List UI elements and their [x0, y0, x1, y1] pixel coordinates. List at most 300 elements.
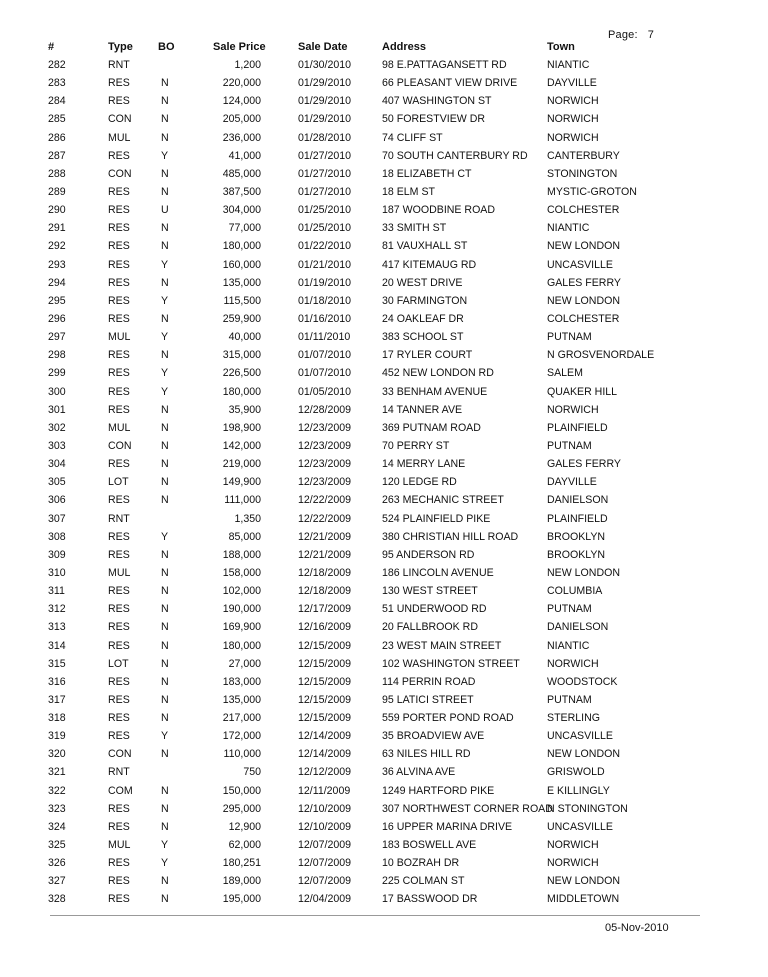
cell-sale-price: 180,000 — [222, 240, 261, 253]
cell-sale-date: 01/07/2010 — [298, 367, 352, 380]
cell-sale-price: 189,000 — [222, 875, 261, 888]
cell-type: RES — [108, 403, 130, 416]
cell-sale-price: 85,000 — [228, 530, 261, 543]
cell-address: 407 WASHINGTON ST — [382, 95, 492, 108]
cell-bo: N — [161, 693, 169, 706]
table-row — [0, 530, 768, 548]
cell-sale-date: 12/23/2009 — [298, 421, 352, 434]
cell-address: 263 MECHANIC STREET — [382, 494, 504, 507]
cell-sale-price: 180,000 — [222, 639, 261, 652]
cell-sale-price: 110,000 — [223, 748, 261, 761]
cell-sale-price: 124,000 — [222, 95, 261, 108]
column-header-bo: BO — [158, 41, 175, 53]
cell-town: GALES FERRY — [547, 458, 621, 471]
cell-sale-date: 01/16/2010 — [298, 312, 352, 325]
cell-bo: N — [161, 566, 169, 579]
cell-bo: Y — [161, 294, 169, 307]
cell-town: NIANTIC — [547, 639, 590, 652]
cell-type: MUL — [108, 566, 131, 579]
cell-address: 20 WEST DRIVE — [382, 276, 463, 289]
cell-number: 319 — [48, 730, 66, 743]
cell-bo: N — [161, 95, 169, 108]
cell-sale-price: 41,000 — [228, 149, 261, 162]
cell-sale-date: 01/29/2010 — [298, 77, 352, 90]
cell-sale-price: 387,500 — [222, 185, 261, 198]
cell-sale-price: 115,500 — [223, 294, 261, 307]
cell-town: WOODSTOCK — [547, 675, 618, 688]
cell-town: BROOKLYN — [547, 548, 606, 561]
cell-town: CANTERBURY — [547, 149, 620, 162]
cell-number: 314 — [48, 639, 66, 652]
cell-number: 308 — [48, 530, 66, 543]
cell-number: 311 — [48, 585, 65, 598]
cell-address: 452 NEW LONDON RD — [382, 367, 494, 380]
cell-sale-date: 12/15/2009 — [298, 639, 352, 652]
cell-number: 282 — [48, 59, 66, 71]
cell-sale-price: 236,000 — [222, 131, 261, 144]
cell-number: 318 — [48, 712, 66, 725]
cell-sale-date: 12/14/2009 — [298, 748, 352, 761]
cell-type: RES — [108, 204, 130, 217]
cell-bo: Y — [161, 258, 169, 271]
cell-sale-price: 172,000 — [222, 730, 261, 743]
cell-address: 33 BENHAM AVENUE — [382, 385, 488, 398]
cell-address: 10 BOZRAH DR — [382, 857, 460, 870]
table-row — [0, 167, 768, 185]
cell-sale-date: 12/21/2009 — [298, 530, 352, 543]
cell-bo: N — [161, 113, 169, 126]
table-row — [0, 639, 768, 657]
cell-bo: N — [161, 748, 169, 761]
cell-number: 287 — [48, 149, 66, 162]
cell-town: NORWICH — [547, 657, 599, 670]
cell-type: RES — [108, 675, 130, 688]
cell-number: 298 — [48, 349, 66, 362]
cell-type: COM — [108, 784, 133, 797]
cell-number: 300 — [48, 385, 66, 398]
cell-number: 306 — [48, 494, 66, 507]
cell-sale-date: 12/17/2009 — [298, 603, 352, 616]
cell-town: PUTNAM — [547, 693, 592, 706]
table-row — [0, 512, 768, 530]
cell-type: RES — [108, 385, 130, 398]
cell-number: 309 — [48, 548, 66, 561]
cell-address: 95 LATICI STREET — [382, 693, 474, 706]
cell-type: RES — [108, 240, 130, 253]
cell-bo: N — [161, 675, 169, 688]
table-row — [0, 475, 768, 493]
cell-address: 98 E.PATTAGANSETT RD — [382, 59, 507, 71]
cell-bo: N — [161, 439, 169, 452]
cell-address: 120 LEDGE RD — [382, 476, 457, 489]
cell-sale-date: 12/21/2009 — [298, 548, 352, 561]
cell-type: MUL — [108, 131, 131, 144]
cell-town: SALEM — [547, 367, 583, 380]
cell-address: 186 LINCOLN AVENUE — [382, 566, 494, 579]
cell-sale-date: 12/07/2009 — [298, 875, 352, 888]
cell-sale-price: 226,500 — [222, 367, 261, 380]
cell-town: NIANTIC — [547, 222, 590, 235]
cell-sale-date: 01/28/2010 — [298, 131, 352, 144]
cell-bo: N — [161, 603, 169, 616]
cell-address: 95 ANDERSON RD — [382, 548, 475, 561]
cell-address: 130 WEST STREET — [382, 585, 478, 598]
cell-number: 304 — [48, 458, 66, 471]
cell-town: GALES FERRY — [547, 276, 621, 289]
cell-bo: Y — [161, 149, 169, 162]
cell-bo: N — [161, 185, 169, 198]
cell-type: RES — [108, 349, 130, 362]
table-row — [0, 457, 768, 475]
cell-address: 225 COLMAN ST — [382, 875, 465, 888]
cell-town: N STONINGTON — [547, 802, 628, 815]
cell-sale-price: 217,000 — [222, 712, 261, 725]
footer-divider — [50, 915, 700, 916]
cell-address: 50 FORESTVIEW DR — [382, 113, 486, 126]
cell-type: RES — [108, 693, 130, 706]
table-row — [0, 312, 768, 330]
cell-sale-price: 198,900 — [222, 421, 261, 434]
cell-sale-price: 183,000 — [222, 675, 261, 688]
cell-number: 323 — [48, 802, 66, 815]
cell-sale-date: 12/07/2009 — [298, 857, 352, 870]
cell-type: RNT — [108, 766, 130, 779]
cell-type: RES — [108, 530, 130, 543]
cell-type: RES — [108, 294, 130, 307]
cell-number: 328 — [48, 893, 66, 906]
cell-bo: U — [161, 204, 169, 217]
cell-town: PUTNAM — [547, 439, 592, 452]
cell-sale-date: 01/11/2010 — [298, 331, 351, 344]
cell-sale-date: 12/14/2009 — [298, 730, 352, 743]
cell-sale-price: 180,251 — [222, 857, 261, 870]
cell-sale-date: 01/22/2010 — [298, 240, 352, 253]
cell-sale-price: 158,000 — [222, 566, 261, 579]
cell-bo: N — [161, 349, 169, 362]
cell-number: 317 — [48, 693, 66, 706]
cell-sale-price: 219,000 — [222, 458, 261, 471]
cell-sale-date: 01/27/2010 — [298, 185, 352, 198]
cell-sale-date: 12/23/2009 — [298, 458, 352, 471]
cell-town: COLCHESTER — [547, 204, 620, 217]
cell-bo: N — [161, 476, 169, 489]
cell-sale-date: 12/28/2009 — [298, 403, 352, 416]
cell-sale-price: 1,200 — [234, 59, 261, 71]
table-row — [0, 620, 768, 638]
cell-type: RES — [108, 639, 130, 652]
table-row — [0, 348, 768, 366]
cell-town: PLAINFIELD — [547, 421, 608, 434]
cell-type: CON — [108, 167, 132, 180]
cell-sale-date: 12/10/2009 — [298, 820, 352, 833]
footer-date: 05-Nov-2010 — [605, 922, 669, 934]
cell-number: 299 — [48, 367, 66, 380]
cell-sale-date: 12/22/2009 — [298, 512, 352, 525]
cell-type: CON — [108, 748, 132, 761]
cell-number: 295 — [48, 294, 66, 307]
table-row — [0, 584, 768, 602]
cell-number: 286 — [48, 131, 66, 144]
cell-number: 321 — [48, 766, 66, 779]
cell-sale-price: 35,900 — [228, 403, 261, 416]
cell-sale-price: 188,000 — [222, 548, 261, 561]
cell-type: RES — [108, 222, 130, 235]
cell-number: 320 — [48, 748, 66, 761]
cell-town: QUAKER HILL — [547, 385, 618, 398]
cell-sale-price: 102,000 — [222, 585, 261, 598]
cell-address: 380 CHRISTIAN HILL ROAD — [382, 530, 519, 543]
cell-town: PUTNAM — [547, 331, 592, 344]
cell-sale-price: 485,000 — [222, 167, 261, 180]
table-row — [0, 747, 768, 765]
cell-bo: Y — [161, 730, 169, 743]
column-header-type: Type — [108, 41, 133, 53]
cell-town: BROOKLYN — [547, 530, 606, 543]
cell-number: 327 — [48, 875, 66, 888]
column-header-number: # — [48, 41, 55, 53]
cell-number: 292 — [48, 240, 66, 253]
table-row — [0, 874, 768, 892]
cell-town: GRISWOLD — [547, 766, 605, 779]
cell-sale-price: 750 — [243, 766, 261, 779]
table-row — [0, 258, 768, 276]
cell-address: 369 PUTNAM ROAD — [382, 421, 481, 434]
table-row — [0, 693, 768, 711]
cell-address: 187 WOODBINE ROAD — [382, 204, 496, 217]
table-row — [0, 548, 768, 566]
cell-address: 183 BOSWELL AVE — [382, 839, 477, 852]
cell-bo: N — [161, 131, 169, 144]
cell-address: 17 RYLER COURT — [382, 349, 473, 362]
cell-type: RES — [108, 312, 130, 325]
cell-town: NORWICH — [547, 403, 599, 416]
cell-type: RES — [108, 621, 130, 634]
cell-bo: N — [161, 585, 169, 598]
cell-town: PUTNAM — [547, 603, 592, 616]
table-row — [0, 239, 768, 257]
cell-sale-date: 01/19/2010 — [298, 276, 352, 289]
cell-address: 63 NILES HILL RD — [382, 748, 471, 761]
cell-address: 17 BASSWOOD DR — [382, 893, 478, 906]
cell-sale-price: 259,900 — [222, 312, 261, 325]
cell-town: UNCASVILLE — [547, 258, 613, 271]
cell-type: RES — [108, 548, 130, 561]
table-row — [0, 421, 768, 439]
cell-number: 301 — [48, 403, 66, 416]
table-row — [0, 58, 768, 76]
cell-bo: N — [161, 657, 169, 670]
cell-bo: N — [161, 712, 169, 725]
cell-bo: N — [161, 621, 169, 634]
cell-sale-price: 142,000 — [222, 439, 261, 452]
cell-number: 285 — [48, 113, 66, 126]
column-header-address: Address — [382, 41, 427, 53]
cell-type: RES — [108, 494, 130, 507]
cell-sale-date: 01/25/2010 — [298, 204, 352, 217]
page-number-value: 7 — [647, 29, 655, 41]
table-row — [0, 294, 768, 312]
cell-sale-date: 12/23/2009 — [298, 476, 352, 489]
cell-type: RES — [108, 458, 130, 471]
cell-sale-date: 01/25/2010 — [298, 222, 352, 235]
cell-number: 283 — [48, 77, 66, 90]
table-row — [0, 112, 768, 130]
table-row — [0, 838, 768, 856]
cell-type: RNT — [108, 512, 130, 525]
cell-sale-price: 1,350 — [234, 512, 261, 525]
cell-bo: Y — [161, 367, 169, 380]
cell-number: 288 — [48, 167, 66, 180]
cell-town: MYSTIC-GROTON — [547, 185, 637, 198]
cell-address: 102 WASHINGTON STREET — [382, 657, 520, 670]
cell-bo: N — [161, 494, 169, 507]
table-row — [0, 711, 768, 729]
cell-type: RES — [108, 77, 130, 90]
cell-number: 315 — [48, 657, 66, 670]
cell-town: UNCASVILLE — [547, 730, 613, 743]
cell-sale-date: 12/23/2009 — [298, 439, 352, 452]
cell-town: DANIELSON — [547, 621, 609, 634]
cell-number: 322 — [48, 784, 66, 797]
table-header — [0, 41, 768, 57]
cell-bo: N — [161, 802, 169, 815]
table-row — [0, 203, 768, 221]
cell-sale-date: 12/18/2009 — [298, 566, 352, 579]
cell-type: MUL — [108, 421, 131, 434]
cell-address: 70 SOUTH CANTERBURY RD — [382, 149, 528, 162]
table-row — [0, 566, 768, 584]
cell-type: RES — [108, 893, 130, 906]
cell-address: 74 CLIFF ST — [382, 131, 443, 144]
cell-bo: N — [161, 458, 169, 471]
cell-town: E KILLINGLY — [547, 784, 610, 797]
cell-type: RES — [108, 712, 130, 725]
cell-type: RES — [108, 802, 130, 815]
cell-town: NEW LONDON — [547, 748, 620, 761]
cell-town: DANIELSON — [547, 494, 609, 507]
cell-sale-price: 180,000 — [222, 385, 261, 398]
cell-sale-price: 150,000 — [222, 784, 261, 797]
cell-number: 310 — [48, 566, 66, 579]
cell-sale-price: 12,900 — [228, 820, 261, 833]
cell-number: 307 — [48, 512, 66, 525]
cell-number: 293 — [48, 258, 66, 271]
page-label: Page: — [608, 29, 638, 41]
cell-bo: Y — [161, 385, 169, 398]
cell-town: COLCHESTER — [547, 312, 620, 325]
cell-town: NORWICH — [547, 113, 599, 126]
table-row — [0, 784, 768, 802]
cell-type: RES — [108, 875, 130, 888]
table-row — [0, 729, 768, 747]
cell-sale-price: 111,000 — [224, 494, 261, 507]
cell-type: LOT — [108, 476, 129, 489]
table-row — [0, 185, 768, 203]
cell-address: 14 MERRY LANE — [382, 458, 466, 471]
cell-type: MUL — [108, 839, 131, 852]
cell-number: 303 — [48, 439, 66, 452]
cell-number: 296 — [48, 312, 66, 325]
table-row — [0, 657, 768, 675]
cell-type: CON — [108, 439, 132, 452]
cell-number: 291 — [48, 222, 66, 235]
cell-type: RES — [108, 820, 130, 833]
cell-sale-date: 12/07/2009 — [298, 839, 352, 852]
cell-address: 18 ELM ST — [382, 185, 435, 198]
cell-type: RES — [108, 730, 130, 743]
cell-address: 383 SCHOOL ST — [382, 331, 464, 344]
cell-address: 114 PERRIN ROAD — [382, 675, 476, 688]
cell-address: 35 BROADVIEW AVE — [382, 730, 485, 743]
cell-type: RES — [108, 95, 130, 108]
cell-bo: N — [161, 276, 169, 289]
cell-sale-date: 01/27/2010 — [298, 167, 352, 180]
cell-bo: N — [161, 222, 169, 235]
cell-town: N GROSVENORDALE — [547, 349, 655, 362]
cell-sale-date: 01/29/2010 — [298, 95, 352, 108]
cell-number: 316 — [48, 675, 66, 688]
cell-bo: Y — [161, 530, 169, 543]
cell-sale-date: 01/18/2010 — [298, 294, 352, 307]
cell-number: 284 — [48, 95, 66, 108]
cell-sale-date: 12/15/2009 — [298, 712, 352, 725]
cell-address: 16 UPPER MARINA DRIVE — [382, 820, 513, 833]
table-row — [0, 221, 768, 239]
table-row — [0, 493, 768, 511]
cell-address: 66 PLEASANT VIEW DRIVE — [382, 77, 518, 90]
cell-address: 23 WEST MAIN STREET — [382, 639, 502, 652]
cell-address: 24 OAKLEAF DR — [382, 312, 464, 325]
cell-address: 1249 HARTFORD PIKE — [382, 784, 495, 797]
column-header-sale-price: Sale Price — [213, 41, 266, 53]
cell-address: 51 UNDERWOOD RD — [382, 603, 487, 616]
cell-sale-date: 12/15/2009 — [298, 657, 352, 670]
cell-town: NORWICH — [547, 857, 599, 870]
sales-table-body — [0, 58, 768, 911]
table-row — [0, 366, 768, 384]
cell-bo: N — [161, 312, 169, 325]
cell-sale-date: 12/22/2009 — [298, 494, 352, 507]
cell-type: RNT — [108, 59, 130, 71]
cell-address: 307 NORTHWEST CORNER ROAD — [382, 802, 553, 815]
cell-type: RES — [108, 367, 130, 380]
cell-bo: Y — [161, 857, 169, 870]
cell-bo: N — [161, 639, 169, 652]
cell-sale-price: 62,000 — [228, 839, 261, 852]
cell-town: NEW LONDON — [547, 240, 620, 253]
cell-bo: N — [161, 548, 169, 561]
cell-town: PLAINFIELD — [547, 512, 608, 525]
table-row — [0, 385, 768, 403]
cell-sale-date: 01/27/2010 — [298, 149, 352, 162]
cell-type: RES — [108, 185, 130, 198]
cell-sale-date: 01/07/2010 — [298, 349, 352, 362]
cell-bo: N — [161, 875, 169, 888]
cell-sale-price: 149,900 — [222, 476, 261, 489]
column-header-sale-date: Sale Date — [298, 41, 348, 53]
table-row — [0, 439, 768, 457]
cell-sale-price: 135,000 — [222, 276, 261, 289]
cell-address: 20 FALLBROOK RD — [382, 621, 478, 634]
cell-town: STERLING — [547, 712, 600, 725]
cell-bo: N — [161, 421, 169, 434]
cell-address: 70 PERRY ST — [382, 439, 450, 452]
cell-town: NORWICH — [547, 95, 599, 108]
cell-bo: N — [161, 784, 169, 797]
cell-sale-date: 12/10/2009 — [298, 802, 352, 815]
cell-sale-price: 195,000 — [222, 893, 261, 906]
cell-town: STONINGTON — [547, 167, 618, 180]
